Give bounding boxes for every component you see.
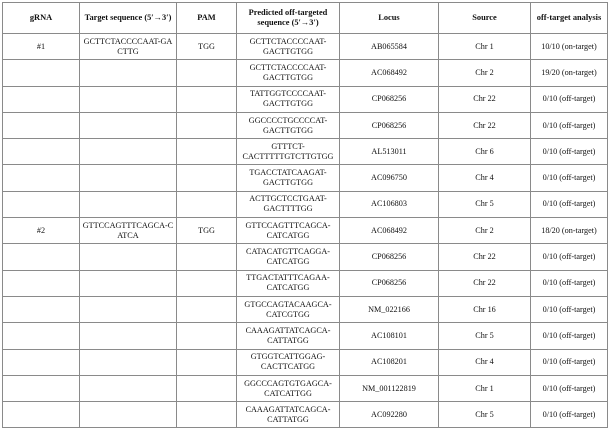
locus-cell: CP068256	[340, 270, 439, 296]
target-sequence-cell	[80, 139, 177, 165]
predicted-sequence-line-1: GTTCCAGTTTCAGCA-	[245, 220, 331, 230]
table-row	[3, 218, 608, 244]
table-header	[3, 3, 608, 34]
predicted-sequence-line-1: GTGGTCATTGGAG-	[250, 352, 326, 362]
table-row	[3, 402, 608, 428]
source-cell: Chr 4	[439, 165, 531, 191]
predicted-sequence-cell	[237, 34, 340, 60]
pam-cell	[177, 191, 237, 217]
analysis-cell: 0/10 (off-target)	[531, 139, 608, 165]
locus-cell: AC108201	[340, 349, 439, 375]
table-row	[3, 349, 608, 375]
target-sequence-cell	[80, 375, 177, 401]
pam-cell	[177, 112, 237, 138]
predicted-sequence-line-1: ACTTGCTCCTGAAT-	[249, 194, 327, 204]
predicted-sequence-line-1: GTTTCT-	[271, 141, 305, 151]
target-sequence-cell	[80, 165, 177, 191]
pam-cell	[177, 402, 237, 428]
predicted-sequence-line-2: CATTATGG	[267, 335, 309, 345]
table-row	[3, 165, 608, 191]
table-row	[3, 139, 608, 165]
grna-cell	[3, 191, 80, 217]
table-row	[3, 112, 608, 138]
predicted-sequence-cell	[237, 375, 340, 401]
locus-cell: AC108101	[340, 323, 439, 349]
predicted-sequence-cell	[237, 60, 340, 86]
locus-cell: NM_001122819	[340, 375, 439, 401]
locus-cell: AC068492	[340, 60, 439, 86]
predicted-sequence-line-1: TGACCTATCAAGAT-	[249, 168, 327, 178]
analysis-cell: 0/10 (off-target)	[531, 323, 608, 349]
analysis-cell: 0/10 (off-target)	[531, 270, 608, 296]
target-sequence-cell: GTTCCAGTTTCAGCA-CATCA	[80, 218, 177, 244]
source-cell: Chr 22	[439, 270, 531, 296]
locus-cell: CP068256	[340, 244, 439, 270]
pam-cell: TGG	[177, 34, 237, 60]
grna-cell	[3, 244, 80, 270]
target-sequence-cell	[80, 270, 177, 296]
source-cell: Chr 22	[439, 86, 531, 112]
predicted-sequence-line-2: CACTTTTTGTCTTGTGG	[242, 151, 334, 161]
predicted-sequence-line-2: GACTTGTGG	[262, 72, 314, 82]
target-sequence-cell	[80, 402, 177, 428]
locus-cell: CP068256	[340, 112, 439, 138]
header-source: Source	[439, 3, 531, 34]
source-cell: Chr 22	[439, 112, 531, 138]
predicted-sequence-cell	[237, 402, 340, 428]
grna-cell	[3, 402, 80, 428]
source-cell: Chr 5	[439, 402, 531, 428]
table-row	[3, 296, 608, 322]
grna-cell: #1	[3, 34, 80, 60]
table-row	[3, 323, 608, 349]
predicted-sequence-cell	[237, 270, 340, 296]
table-row	[3, 270, 608, 296]
pam-cell: TGG	[177, 218, 237, 244]
grna-cell	[3, 60, 80, 86]
target-sequence-cell	[80, 296, 177, 322]
predicted-sequence-line-1: GTGCCAGTACAAGCA-	[244, 299, 332, 309]
table-body	[3, 34, 608, 428]
predicted-sequence-cell	[237, 296, 340, 322]
pam-cell	[177, 244, 237, 270]
grna-cell	[3, 86, 80, 112]
predicted-sequence-line-1: GGCCCAGTGTGAGCA-	[244, 378, 332, 388]
header-pam: PAM	[177, 3, 237, 34]
predicted-sequence-cell	[237, 218, 340, 244]
analysis-cell: 0/10 (off-target)	[531, 165, 608, 191]
analysis-cell: 0/10 (off-target)	[531, 349, 608, 375]
grna-cell: #2	[3, 218, 80, 244]
locus-cell: NM_022166	[340, 296, 439, 322]
grna-cell	[3, 139, 80, 165]
analysis-cell: 0/10 (off-target)	[531, 402, 608, 428]
grna-cell	[3, 323, 80, 349]
predicted-sequence-line-2: CATCATGG	[266, 230, 310, 240]
predicted-sequence-line-1: GCTTCTACCCCAAT-	[249, 36, 327, 46]
source-cell: Chr 5	[439, 323, 531, 349]
target-sequence-cell	[80, 244, 177, 270]
pam-cell	[177, 349, 237, 375]
pam-cell	[177, 270, 237, 296]
target-sequence-cell	[80, 349, 177, 375]
predicted-sequence-cell	[237, 191, 340, 217]
target-sequence-cell	[80, 112, 177, 138]
target-sequence-cell	[80, 60, 177, 86]
source-cell: Chr 5	[439, 191, 531, 217]
off-target-table	[2, 2, 608, 428]
predicted-sequence-line-2: GACTTTTGG	[263, 204, 313, 214]
predicted-sequence-line-2: GACTTGTGG	[262, 99, 314, 109]
predicted-sequence-line-2: GACTTGTGG	[262, 125, 314, 135]
predicted-sequence-cell	[237, 86, 340, 112]
predicted-sequence-line-2: CATCATTGG	[264, 388, 312, 398]
target-sequence-cell	[80, 86, 177, 112]
locus-cell: AL513011	[340, 139, 439, 165]
predicted-sequence-line-1: GGCCCCTGCCCCAT-	[248, 115, 328, 125]
analysis-cell: 0/10 (off-target)	[531, 244, 608, 270]
analysis-cell: 0/10 (off-target)	[531, 375, 608, 401]
source-cell: Chr 16	[439, 296, 531, 322]
header-grna: gRNA	[3, 3, 80, 34]
predicted-sequence-line-1: CATACATGTTCAGGA-	[246, 247, 330, 257]
predicted-sequence-cell	[237, 244, 340, 270]
table-row	[3, 244, 608, 270]
source-cell: Chr 6	[439, 139, 531, 165]
analysis-cell: 10/10 (on-target)	[531, 34, 608, 60]
predicted-sequence-line-2: GACTTGTGG	[262, 178, 314, 188]
header-target-sequence: Target sequence (5′→3′)	[80, 3, 177, 34]
locus-cell: AC106803	[340, 191, 439, 217]
grna-cell	[3, 296, 80, 322]
header-row	[3, 3, 608, 34]
predicted-sequence-line-1: CAAAGATTATCAGCA-	[245, 325, 331, 335]
predicted-sequence-line-2: CATCATGG	[266, 257, 310, 267]
predicted-sequence-cell	[237, 349, 340, 375]
analysis-cell: 0/10 (off-target)	[531, 86, 608, 112]
pam-cell	[177, 375, 237, 401]
grna-cell	[3, 349, 80, 375]
locus-cell: AC068492	[340, 218, 439, 244]
grna-cell	[3, 112, 80, 138]
source-cell: Chr 4	[439, 349, 531, 375]
predicted-sequence-cell	[237, 139, 340, 165]
predicted-sequence-line-2: CACTTCATGG	[260, 362, 316, 372]
header-off-target-analysis: off-target analysis	[531, 3, 608, 34]
predicted-sequence-line-1: GCTTCTACCCCAAT-	[249, 62, 327, 72]
locus-cell: AC096750	[340, 165, 439, 191]
table-row	[3, 60, 608, 86]
predicted-sequence-line-1: TTGACTATTTCAGAA-	[246, 273, 330, 283]
pam-cell	[177, 86, 237, 112]
grna-cell	[3, 165, 80, 191]
target-sequence-cell: GCTTCTACCCCAAT-GACTTG	[80, 34, 177, 60]
locus-cell: AC092280	[340, 402, 439, 428]
target-sequence-cell	[80, 323, 177, 349]
predicted-sequence-line-2: GACTTGTGG	[262, 46, 314, 56]
grna-cell	[3, 375, 80, 401]
locus-cell: CP068256	[340, 86, 439, 112]
table-row	[3, 34, 608, 60]
source-cell: Chr 1	[439, 34, 531, 60]
pam-cell	[177, 139, 237, 165]
pam-cell	[177, 296, 237, 322]
analysis-cell: 19/20 (on-target)	[531, 60, 608, 86]
pam-cell	[177, 323, 237, 349]
predicted-sequence-cell	[237, 112, 340, 138]
analysis-cell: 0/10 (off-target)	[531, 296, 608, 322]
predicted-sequence-cell	[237, 323, 340, 349]
analysis-cell: 0/10 (off-target)	[531, 112, 608, 138]
table-row	[3, 86, 608, 112]
locus-cell: AB065584	[340, 34, 439, 60]
predicted-sequence-line-2: CATTATGG	[267, 414, 309, 424]
analysis-cell: 0/10 (off-target)	[531, 191, 608, 217]
source-cell: Chr 2	[439, 60, 531, 86]
grna-cell	[3, 270, 80, 296]
analysis-cell: 18/20 (on-target)	[531, 218, 608, 244]
table-row	[3, 375, 608, 401]
pam-cell	[177, 60, 237, 86]
predicted-sequence-cell	[237, 165, 340, 191]
predicted-sequence-line-2: CATCATGG	[266, 283, 310, 293]
source-cell: Chr 22	[439, 244, 531, 270]
pam-cell	[177, 165, 237, 191]
header-locus: Locus	[340, 3, 439, 34]
predicted-sequence-line-2: CATCGTGG	[266, 309, 310, 319]
table-row	[3, 191, 608, 217]
predicted-sequence-line-1: CAAAGATTATCAGCA-	[245, 404, 331, 414]
header-predicted-sequence: Predicted off-targeted sequence (5′→3′)	[237, 3, 340, 34]
predicted-sequence-line-1: TATTGGTCCCCAAT-	[250, 89, 326, 99]
source-cell: Chr 1	[439, 375, 531, 401]
source-cell: Chr 2	[439, 218, 531, 244]
target-sequence-cell	[80, 191, 177, 217]
